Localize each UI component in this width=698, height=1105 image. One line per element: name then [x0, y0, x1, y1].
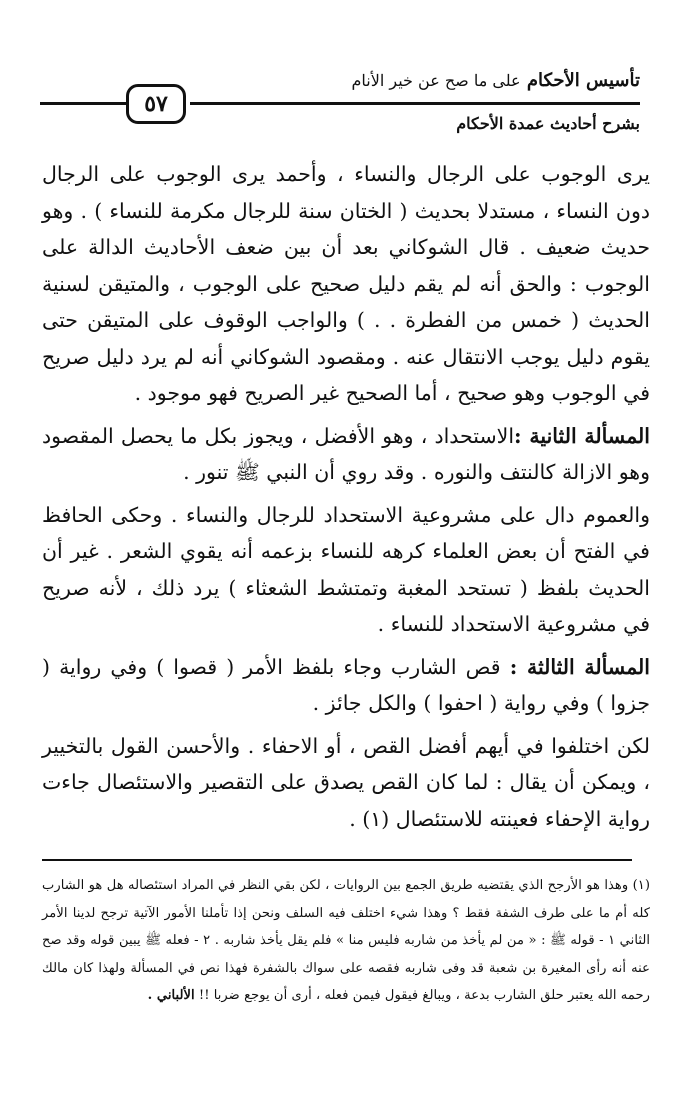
header-rule-left	[40, 102, 126, 105]
paragraph-2-text: الاستحداد ، وهو الأفضل ، ويجوز بكل ما يحصل المقصود وهو الازالة كالنتف والنوره . وقد روي أن النبي ﷺ تنور .	[42, 423, 650, 484]
section-label-3: المسألة الثالثة :	[509, 654, 650, 679]
running-header	[40, 70, 640, 140]
paragraph-4	[42, 649, 650, 722]
paragraph-3: والعموم دال على مشروعية الاستحداد للرجال والنساء . وحكى الحافظ في الفتح أن بعض العلماء كرهه للنساء بزعمه أنه يقوي الشعر . غير أن الحديث بلفظ ( تستحد المغبة وتمتشط الشعثاء ) يرد ذلك ، لأنه صريح في مشروعية الاستحداد للنساء .	[42, 502, 650, 636]
book-title-rest: على ما صح عن خير الأنام	[351, 71, 521, 90]
section-label-2: المسألة الثانية :	[514, 423, 650, 448]
book-title	[351, 70, 640, 91]
paragraph-4-text: قص الشارب وجاء بلفظ الأمر ( قصوا ) وفي رواية ( جزوا ) وفي رواية ( احفوا ) والكل جائز .	[42, 654, 650, 715]
page-number: ٥٧	[144, 91, 168, 117]
header-rule-right	[190, 102, 640, 105]
footnote	[42, 872, 650, 1010]
paragraph-2	[42, 418, 650, 491]
book-title-bold: تأسيس الأحكام	[526, 70, 640, 91]
paragraph-1: يرى الوجوب على الرجال والنساء ، وأحمد يرى الوجوب على الرجال دون النساء ، مستدلا بحديث ( الختان سنة للرجال مكرمة للنساء ) . وهو حديث ضعيف . قال الشوكاني بعد أن بين ضعف الأحاديث الدالة على الوجوب : والحق أنه لم يقم دليل صحيح على الوجوب ، والمتيقن لسنية الحديث ( خمس من الفطرة . . ) والواجب الوقوف على المتيقن حتى يقوم دليل يوجب الانتقال عنه . ومقصود الشوكاني أنه لم يرد دليل صريح في الوجوب وهو صحيح ، أما الصحيح غير الصريح فهو موجود .	[42, 162, 650, 405]
main-text	[42, 156, 650, 843]
page-number-box	[126, 84, 186, 124]
footnote-text: (١) وهذا هو الأرجح الذي يقتضيه طريق الجمع بين الروايات ، لكن بقي النظر في المراد استئصاله هل هو الشارب كله أم ما على طرف الشفة فقط ؟ وهذا شيء اختلف فيه السلف ونحن إذا تأملنا الأمور الآتية ترجح لدينا الأمر الثاني ١ - قوله ﷺ : « من لم يأخذ من شاربه فليس منا » فلم يقل يأخذ شاربه . ٢ - فعله ﷺ يبين قوله وقد صح عنه أنه رأى المغيرة بن شعبة قد وفى شاربه فقصه على سواك بالشفرة فهذا نص في المسألة ولهذا كان مالك رحمه الله يعتبر حلق الشارب بدعة ، ويبالغ فيقول فيمن فعله ، أرى أن يوجع ضربا !!	[42, 878, 651, 1003]
book-subtitle: بشرح أحاديث عمدة الأحكام	[456, 114, 640, 133]
footnote-rule	[42, 859, 632, 861]
paragraph-5: لكن اختلفوا في أيهم أفضل القص ، أو الاحفاء . والأحسن القول بالتخيير ، ويمكن أن يقال : لما كان القص يصدق على التقصير والاستئصال جاءت رواية الإحفاء فعينته للاستئصال (١) .	[42, 733, 650, 831]
footnote-signature: الألباني .	[147, 988, 195, 1003]
